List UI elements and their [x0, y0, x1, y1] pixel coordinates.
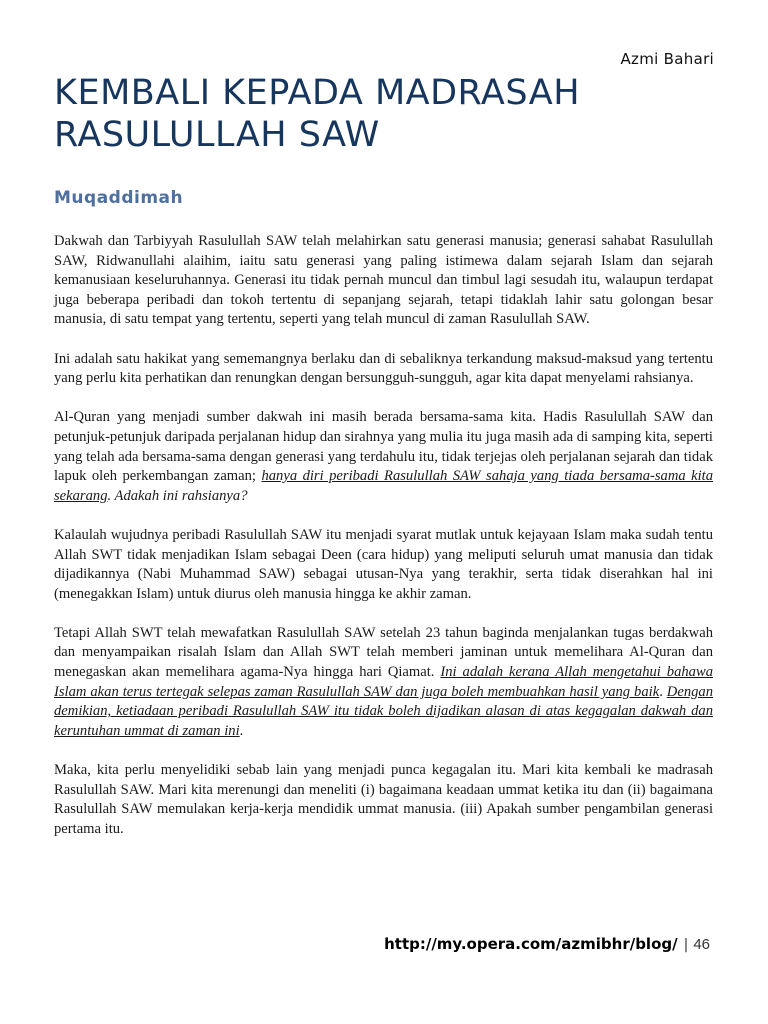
paragraph-3-emphasis: hanya diri peribadi Rasulullah SAW sahaja yang tiada bersama-sama kita sekarang	[54, 468, 714, 504]
section-heading: Muqaddimah	[54, 188, 184, 208]
paragraph-3-text: Al-Quran yang menjadi sumber dakwah ini masih berada bersama-sama kita. Hadis Rasulullah SAW dan petunjuk-petunjuk daripada perjalanan hidup dan sirahnya yang mulia itu juga masih ada di samping kita, seperti yang telah ada bersama-sama dengan generasi yang terdahulu itu, tidak terjejas oleh perjalanan sejarah dan tidak lapuk oleh perkembangan zaman;	[54, 409, 713, 485]
footer-separator: |	[683, 937, 689, 953]
author-name: Azmi Bahari	[620, 50, 714, 68]
paragraph-3	[54, 408, 713, 506]
paragraph-5-emphasis-2: Dengan demikian, ketiadaan peribadi Rasulullah SAW itu tidak boleh dijadikan alasan di atas kegagalan dakwah dan keruntuhan ummat di zaman ini	[54, 683, 714, 739]
paragraph-5-tail: .	[239, 722, 244, 739]
document-body	[54, 232, 713, 859]
blog-url-link[interactable]: http://my.opera.com/azmibhr/blog/	[384, 935, 678, 953]
document-title: KEMBALI KEPADA MADRASAH RASULULLAH SAW	[54, 73, 581, 155]
paragraph-5-text: Tetapi Allah SWT telah mewafatkan Rasulullah SAW setelah 23 tahun baginda menjalankan tugas berdakwah dan menyampaikan risalah Islam dan Allah SWT telah memberi jaminan untuk memelihara Al-Quran dan menegaskan akan memelihara agama-Nya hingga hari Qiamat.	[54, 624, 713, 681]
paragraph-5-mid: .	[659, 683, 667, 700]
paragraph-6: Maka, kita perlu menyelidiki sebab lain yang menjadi punca kegagalan itu. Mari kita kembali ke madrasah Rasulullah SAW. Mari kita merenungi dan meneliti (i) bagaimana keadaan ummat ketika itu dan (ii) bagaimana Rasulullah SAW memulakan kerja-kerja mendidik ummat manusia. (iii) Apakah sumber pengambilan generasi pertama itu.	[54, 762, 713, 837]
page-footer	[384, 935, 710, 953]
paragraph-5-emphasis-1: Ini adalah kerana Allah mengetahui bahawa Islam akan terus tertegak selepas zaman Rasulullah SAW dan juga boleh membuahkan hasil yang baik	[54, 664, 713, 700]
paragraph-1: Dakwah dan Tarbiyyah Rasulullah SAW telah melahirkan satu generasi manusia; generasi sahabat Rasulullah SAW, Ridwanullahi alaihim, iaitu satu generasi yang paling istimewa dalam sejarah Islam dan sejarah kemanusiaan keseluruhannya. Generasi itu tidak pernah muncul dan timbul lagi sesudah itu, walaupun terdapat juga beberapa peribadi dan tokoh tertentu di sepanjang sejarah, tetapi tidaklah lahir satu golongan besar manusia, di satu tempat yang tertentu, seperti yang telah muncul di zaman Rasulullah SAW.	[54, 233, 713, 328]
paragraph-4: Kalaulah wujudnya peribadi Rasulullah SAW itu menjadi syarat mutlak untuk kejayaan Islam maka sudah tentu Allah SWT tidak menjadikan Islam sebagai Deen (cara hidup) yang meliputi seluruh umat manusia dan tidak dijadikannya (Nabi Muhammad SAW) sebagai utusan-Nya yang terakhir, serta tidak diserahkan hal ini (menegakkan Islam) untuk diurus oleh manusia hingga ke akhir zaman.	[54, 526, 713, 602]
paragraph-2: Ini adalah satu hakikat yang sememangnya berlaku dan di sebaliknya terkandung maksud-maksud yang tertentu yang perlu kita perhatikan dan renungkan dengan bersungguh-sungguh, agar kita dapat menyelami rahsianya.	[54, 350, 713, 387]
paragraph-5	[54, 624, 713, 742]
page-number: 46	[693, 936, 710, 953]
paragraph-3-tail: . Adakah ini rahsianya?	[107, 487, 248, 504]
